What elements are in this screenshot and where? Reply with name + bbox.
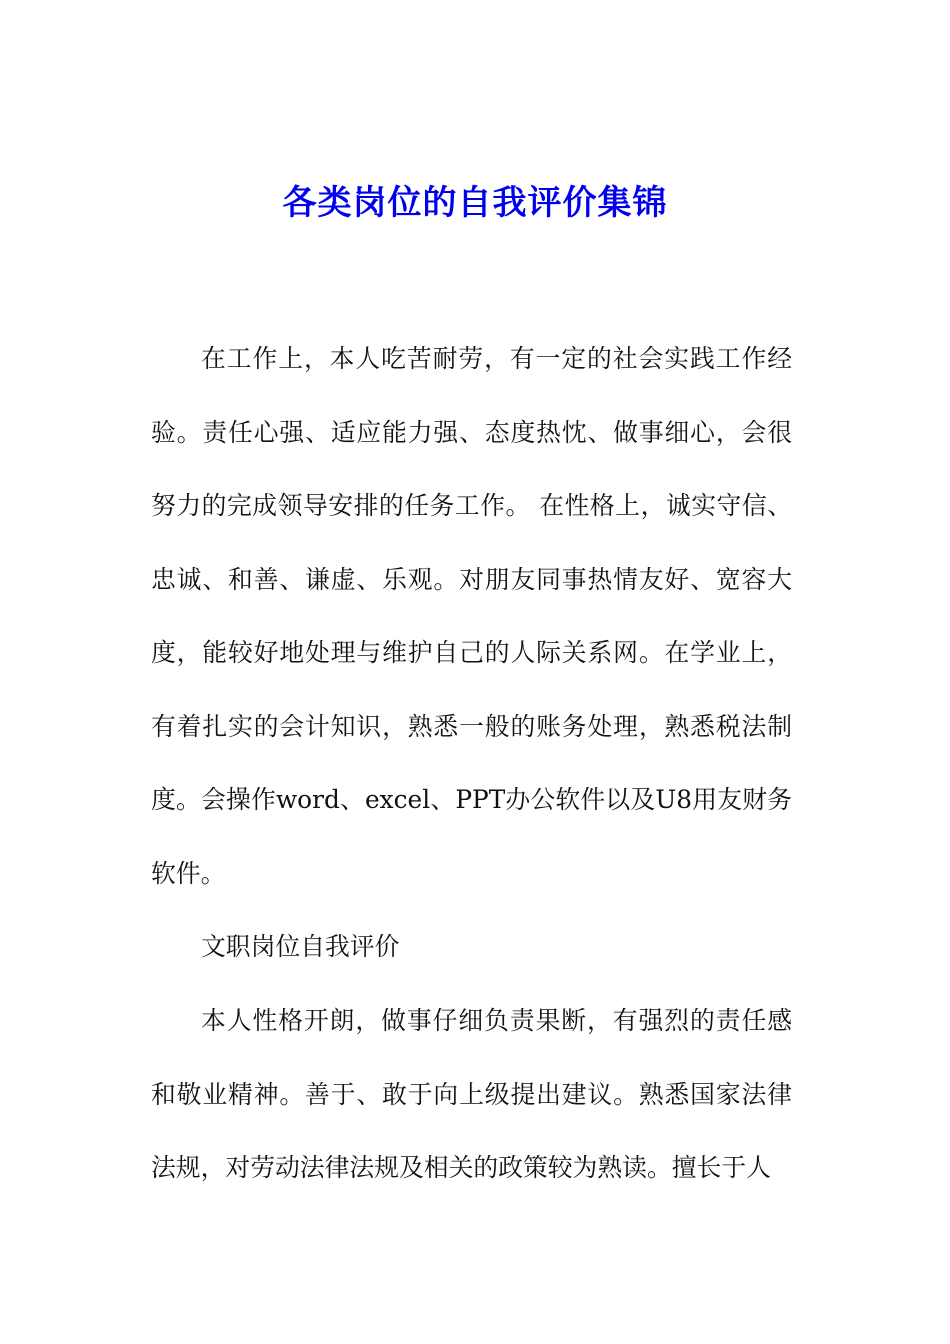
- document-title: 各类岗位的自我评价集锦: [282, 183, 668, 223]
- paragraph-clerical-evaluation: 本人性格开朗，做事仔细负责果断，有强烈的责任感和敬业精神。善于、敢于向上级提出建议。熟悉国家法律法规，对劳动法律法规及相关的政策较为熟读。擅长于人: [151, 1006, 792, 1182]
- paragraph-self-evaluation: 在工作上，本人吃苦耐劳，有一定的社会实践工作经验。责任心强、适应能力强、态度热忱、做事细心，会很努力的完成领导安排的任务工作。 在性格上，诚实守信、忠诚、和善、谦虚、乐观。对朋友同事热情友好、宽容大度，能较好地处理与维护自己的人际关系网。在学业上，有着扎实的会计知识，熟悉一般的账务处理，熟悉税法制度。会操作word、excel、PPT办公软件以及U8用友财务软件。: [151, 344, 792, 888]
- section-heading-clerical: 文职岗位自我评价: [201, 932, 400, 961]
